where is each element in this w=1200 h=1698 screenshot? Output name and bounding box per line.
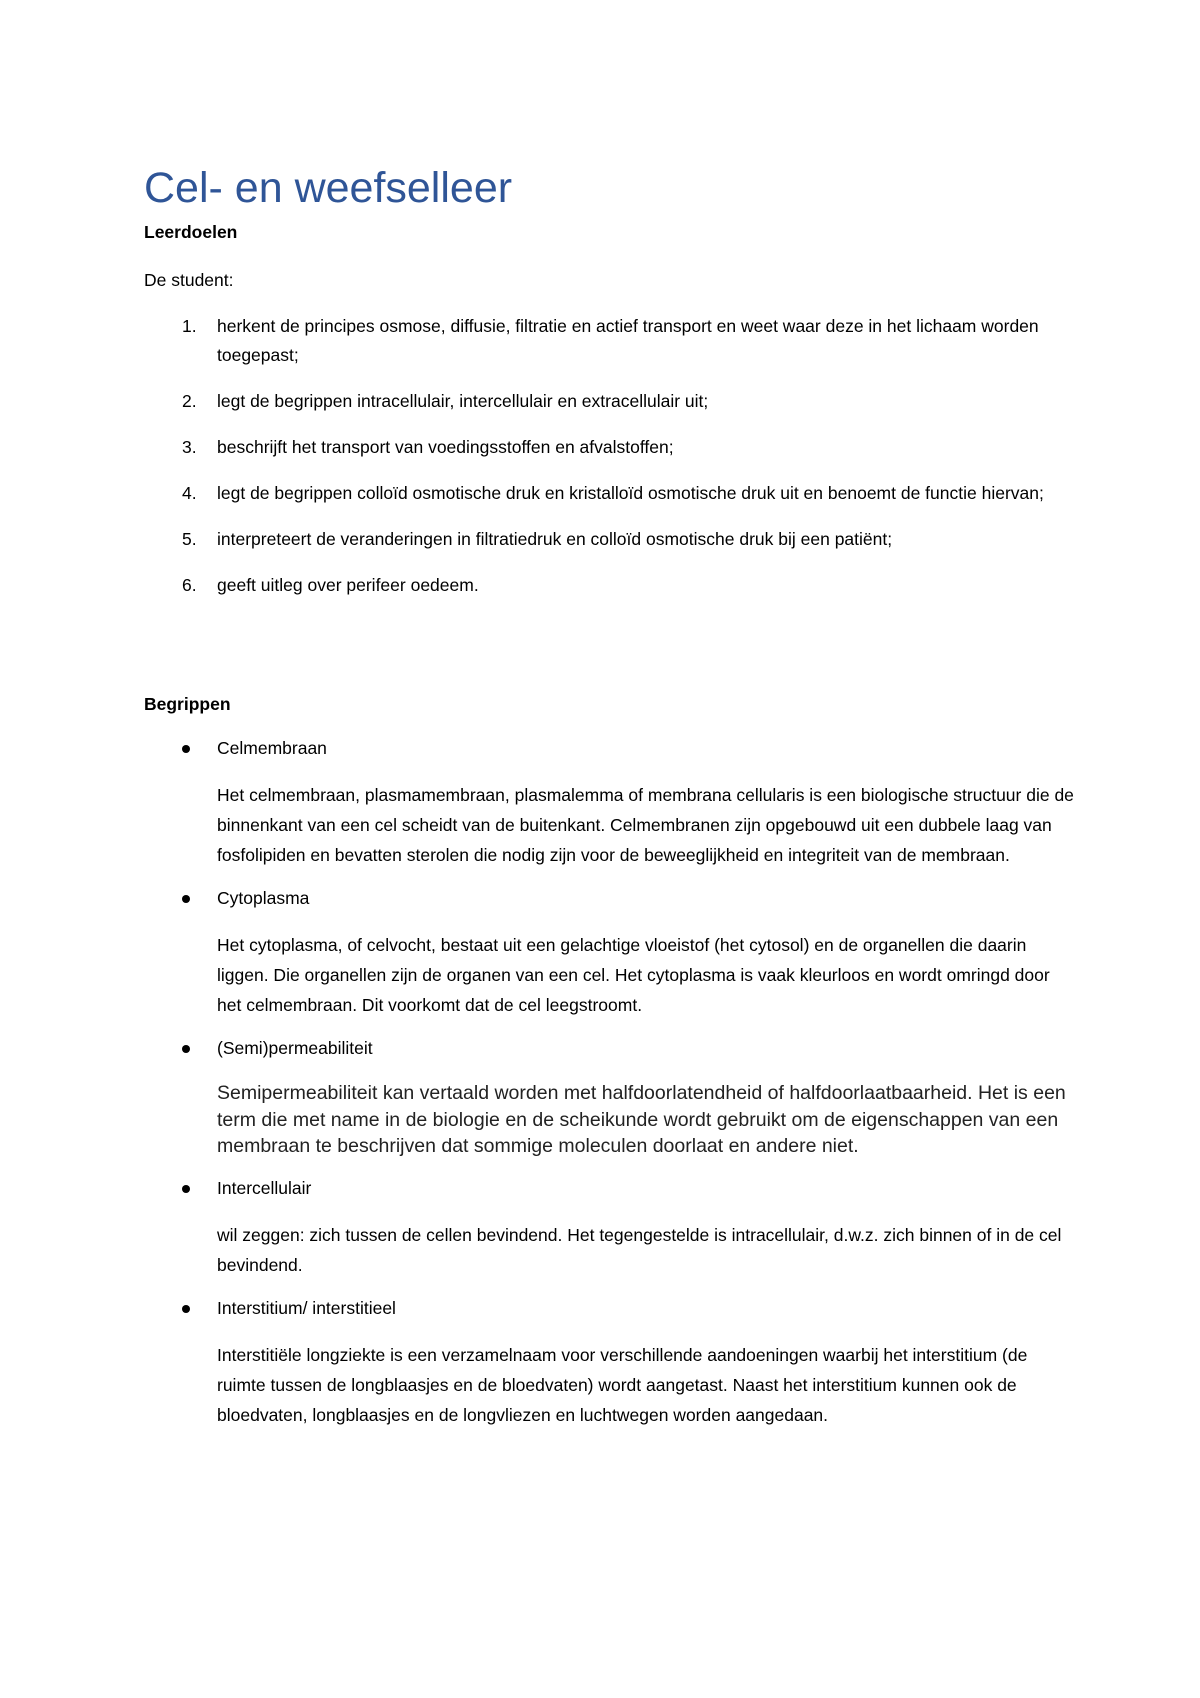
list-item-text: legt de begrippen colloïd osmotische druk en kristalloïd osmotische druk uit en benoemt de functie hiervan;: [217, 483, 1044, 503]
list-item: [144, 479, 1064, 508]
term-description: Interstitiële longziekte is een verzamelnaam voor verschillende aandoeningen waarbij het interstitium (de ruimte tussen de longblaasjes en de bloedvaten) wordt aangetast. Naast het interstitium kunnen ook de bloedvaten, longblaasjes en de longvliezen en luchtwegen worden aangedaan.: [217, 1344, 1028, 1425]
terms-list: [144, 736, 1074, 1446]
bullet-icon: [182, 1305, 190, 1313]
list-item: [144, 525, 1064, 554]
learning-goals-heading: Leerdoelen: [144, 222, 238, 242]
document-title: Cel- en weefselleer: [144, 164, 513, 212]
term-description: Het celmembraan, plasmamembraan, plasmalemma of membrana cellularis is een biologische structuur die de binnenkant van een cel scheidt van de buitenkant. Celmembranen zijn opgebouwd uit een dubbele laag van fosfolipiden en bevatten sterolen die nodig zijn voor de beweeglijkheid en integriteit van de membraan.: [217, 785, 1074, 865]
term-item: [144, 736, 1074, 870]
list-item-text: legt de begrippen intracellulair, intercellulair en extracellulair uit;: [217, 391, 709, 411]
term-name: Celmembraan: [217, 738, 327, 758]
list-item-number: 2.: [182, 391, 197, 411]
term-name: (Semi)permeabiliteit: [217, 1038, 373, 1058]
list-item-number: 5.: [182, 529, 197, 549]
list-item-text: geeft uitleg over perifeer oedeem.: [217, 575, 479, 595]
term-name: Cytoplasma: [217, 888, 310, 908]
terms-heading: Begrippen: [144, 694, 231, 714]
bullet-icon: [182, 895, 190, 903]
list-item-number: 4.: [182, 483, 197, 503]
list-item: [144, 571, 1064, 600]
list-item: [144, 387, 1064, 416]
term-description: Het cytoplasma, of celvocht, bestaat uit een gelachtige vloeistof (het cytosol) en de organellen die daarin liggen. Die organellen zijn de organen van een cel. Het cytoplasma is vaak kleurloos en wordt omringd door het celmembraan. Dit voorkomt dat de cel leegstroomt.: [217, 935, 1050, 1015]
bullet-icon: [182, 1045, 190, 1053]
term-name: Interstitium/ interstitieel: [217, 1297, 396, 1318]
intro-text: De student:: [144, 270, 234, 290]
term-item: [144, 1176, 1074, 1280]
list-item-number: 1.: [182, 316, 197, 336]
bullet-icon: [182, 745, 190, 753]
list-item-text: interpreteert de veranderingen in filtratiedruk en colloïd osmotische druk bij een patiënt;: [217, 529, 893, 549]
term-item: [144, 886, 1074, 1020]
list-item-text: beschrijft het transport van voedingsstoffen en afvalstoffen;: [217, 437, 674, 457]
term-item: [144, 1036, 1074, 1160]
list-item-number: 3.: [182, 437, 197, 457]
learning-goals-list: [144, 312, 1064, 617]
bullet-icon: [182, 1185, 190, 1193]
list-item-number: 6.: [182, 575, 197, 595]
term-name: Intercellulair: [217, 1177, 312, 1198]
list-item: [144, 312, 1064, 370]
list-item-text: herkent de principes osmose, diffusie, filtratie en actief transport en weet waar deze in het lichaam worden toegepast;: [217, 316, 1039, 365]
term-description: wil zeggen: zich tussen de cellen bevindend. Het tegengestelde is intracellulair, d.w.z. zich binnen of in de cel bevindend.: [217, 1224, 1062, 1275]
list-item: [144, 433, 1064, 462]
term-item: [144, 1296, 1074, 1430]
term-description: Semipermeabiliteit kan vertaald worden met halfdoorlatendheid of halfdoorlaatbaarheid. Het is een term die met name in de biologie en de scheikunde wordt gebruikt om de eigenschappen van een membraan te beschrijven dat sommige moleculen doorlaat en andere niet.: [217, 1082, 1066, 1157]
